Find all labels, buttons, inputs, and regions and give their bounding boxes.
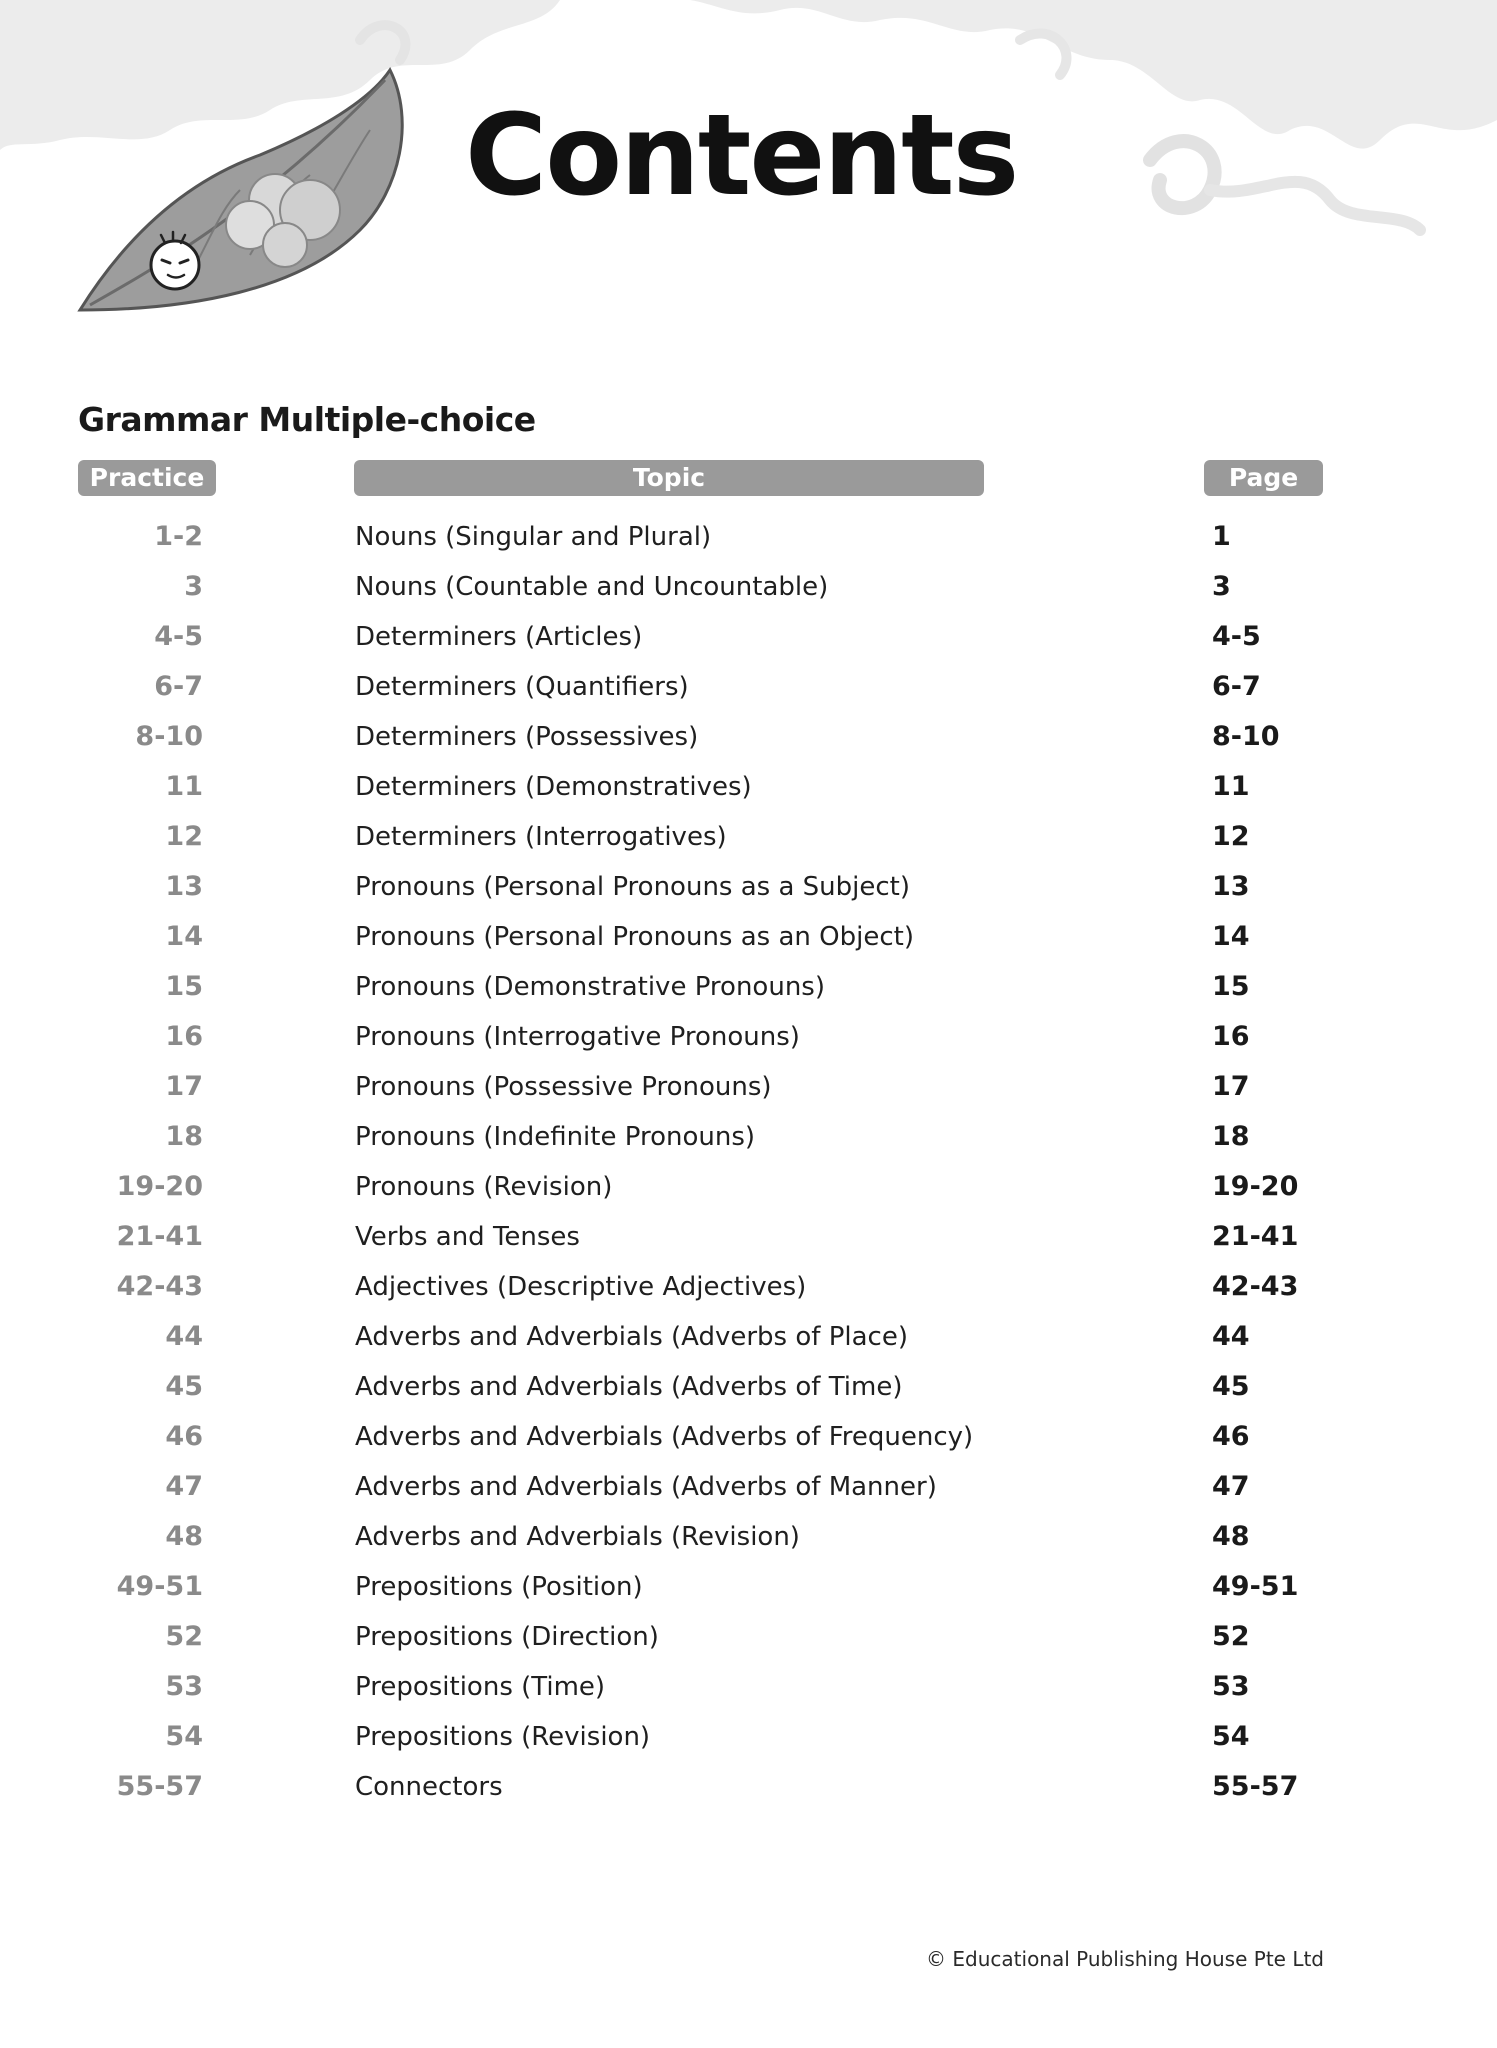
table-row[interactable] (0, 1265, 1497, 1315)
topic-label: Verbs and Tenses (355, 1222, 580, 1252)
table-row[interactable] (0, 865, 1497, 915)
practice-number: 15 (165, 971, 203, 1002)
practice-number: 44 (165, 1321, 203, 1352)
page-number: 44 (1212, 1321, 1250, 1352)
practice-number: 47 (165, 1471, 203, 1502)
page-number: 47 (1212, 1471, 1250, 1502)
practice-number: 18 (165, 1121, 203, 1152)
column-header-practice: Practice (78, 460, 216, 496)
topic-label: Determiners (Demonstratives) (355, 772, 752, 802)
topic-label: Adverbs and Adverbials (Revision) (355, 1522, 800, 1552)
topic-label: Adjectives (Descriptive Adjectives) (355, 1272, 807, 1302)
table-row[interactable] (0, 1665, 1497, 1715)
practice-number: 12 (165, 821, 203, 852)
practice-number: 21-41 (116, 1221, 203, 1252)
table-row[interactable] (0, 1715, 1497, 1765)
column-header-topic: Topic (354, 460, 984, 496)
page-number: 49-51 (1212, 1571, 1299, 1602)
table-row[interactable] (0, 1015, 1497, 1065)
topic-label: Prepositions (Direction) (355, 1622, 659, 1652)
table-row[interactable] (0, 1165, 1497, 1215)
practice-number: 52 (165, 1621, 203, 1652)
topic-label: Connectors (355, 1772, 503, 1802)
table-row[interactable] (0, 565, 1497, 615)
practice-number: 53 (165, 1671, 203, 1702)
practice-number: 1-2 (154, 521, 203, 552)
practice-number: 14 (165, 921, 203, 952)
topic-label: Pronouns (Personal Pronouns as an Object) (355, 922, 914, 952)
page-number: 15 (1212, 971, 1250, 1002)
topic-label: Adverbs and Adverbials (Adverbs of Manner) (355, 1472, 937, 1502)
topic-label: Determiners (Quantifiers) (355, 672, 689, 702)
page-number: 21-41 (1212, 1221, 1299, 1252)
table-row[interactable] (0, 1415, 1497, 1465)
practice-number: 49-51 (116, 1571, 203, 1602)
practice-number: 54 (165, 1721, 203, 1752)
page-number: 54 (1212, 1721, 1250, 1752)
page-number: 48 (1212, 1521, 1250, 1552)
page-number: 16 (1212, 1021, 1250, 1052)
practice-number: 13 (165, 871, 203, 902)
practice-number: 6-7 (154, 671, 203, 702)
table-row[interactable] (0, 1315, 1497, 1365)
topic-label: Prepositions (Time) (355, 1672, 606, 1702)
table-row[interactable] (0, 1365, 1497, 1415)
topic-label: Determiners (Interrogatives) (355, 822, 727, 852)
page-number: 12 (1212, 821, 1250, 852)
page-number: 3 (1212, 571, 1231, 602)
practice-number: 42-43 (116, 1271, 203, 1302)
table-row[interactable] (0, 765, 1497, 815)
table-row[interactable] (0, 1115, 1497, 1165)
practice-number: 48 (165, 1521, 203, 1552)
topic-label: Prepositions (Position) (355, 1572, 643, 1602)
topic-label: Adverbs and Adverbials (Adverbs of Time) (355, 1372, 903, 1402)
practice-number: 16 (165, 1021, 203, 1052)
topic-label: Adverbs and Adverbials (Adverbs of Frequency) (355, 1422, 974, 1452)
practice-number: 17 (165, 1071, 203, 1102)
topic-label: Pronouns (Demonstrative Pronouns) (355, 972, 825, 1002)
practice-number: 45 (165, 1371, 203, 1402)
page-number: 45 (1212, 1371, 1250, 1402)
contents-table (0, 515, 1497, 1815)
page-number: 46 (1212, 1421, 1250, 1452)
leaf-caterpillar-illustration (70, 60, 420, 330)
table-row[interactable] (0, 665, 1497, 715)
page-title: Contents (465, 91, 1018, 221)
table-row[interactable] (0, 1765, 1497, 1815)
page-number: 55-57 (1212, 1771, 1299, 1802)
column-header-page: Page (1204, 460, 1323, 496)
topic-label: Prepositions (Revision) (355, 1722, 651, 1752)
page-number: 42-43 (1212, 1271, 1299, 1302)
table-row[interactable] (0, 1465, 1497, 1515)
page-number: 18 (1212, 1121, 1250, 1152)
topic-label: Pronouns (Possessive Pronouns) (355, 1072, 772, 1102)
page-number: 11 (1212, 771, 1250, 802)
section-heading: Grammar Multiple-choice (78, 400, 536, 439)
topic-label: Nouns (Countable and Uncountable) (355, 572, 829, 602)
topic-label: Nouns (Singular and Plural) (355, 522, 712, 552)
table-row[interactable] (0, 615, 1497, 665)
table-row[interactable] (0, 965, 1497, 1015)
topic-label: Pronouns (Indefinite Pronouns) (355, 1122, 756, 1152)
table-row[interactable] (0, 815, 1497, 865)
page-number: 17 (1212, 1071, 1250, 1102)
topic-label: Pronouns (Interrogative Pronouns) (355, 1022, 800, 1052)
table-row[interactable] (0, 1215, 1497, 1265)
table-row[interactable] (0, 1065, 1497, 1115)
practice-number: 55-57 (116, 1771, 203, 1802)
page-number: 19-20 (1212, 1171, 1299, 1202)
table-row[interactable] (0, 515, 1497, 565)
page-number: 8-10 (1212, 721, 1280, 752)
practice-number: 3 (184, 571, 203, 602)
page-number: 14 (1212, 921, 1250, 952)
table-row[interactable] (0, 915, 1497, 965)
page-number: 53 (1212, 1671, 1250, 1702)
topic-label: Determiners (Possessives) (355, 722, 699, 752)
table-row[interactable] (0, 715, 1497, 765)
topic-label: Adverbs and Adverbials (Adverbs of Place) (355, 1322, 908, 1352)
practice-number: 11 (165, 771, 203, 802)
page-number: 6-7 (1212, 671, 1261, 702)
topic-label: Determiners (Articles) (355, 622, 643, 652)
table-row[interactable] (0, 1515, 1497, 1565)
page-number: 4-5 (1212, 621, 1261, 652)
page-number: 1 (1212, 521, 1231, 552)
topic-label: Pronouns (Revision) (355, 1172, 613, 1202)
page-number: 13 (1212, 871, 1250, 902)
practice-number: 19-20 (116, 1171, 203, 1202)
practice-number: 8-10 (135, 721, 203, 752)
practice-number: 4-5 (154, 621, 203, 652)
table-row[interactable] (0, 1565, 1497, 1615)
page-number: 52 (1212, 1621, 1250, 1652)
topic-label: Pronouns (Personal Pronouns as a Subject) (355, 872, 911, 902)
practice-number: 46 (165, 1421, 203, 1452)
table-row[interactable] (0, 1615, 1497, 1665)
copyright-notice: © Educational Publishing House Pte Ltd (926, 1947, 1324, 1971)
